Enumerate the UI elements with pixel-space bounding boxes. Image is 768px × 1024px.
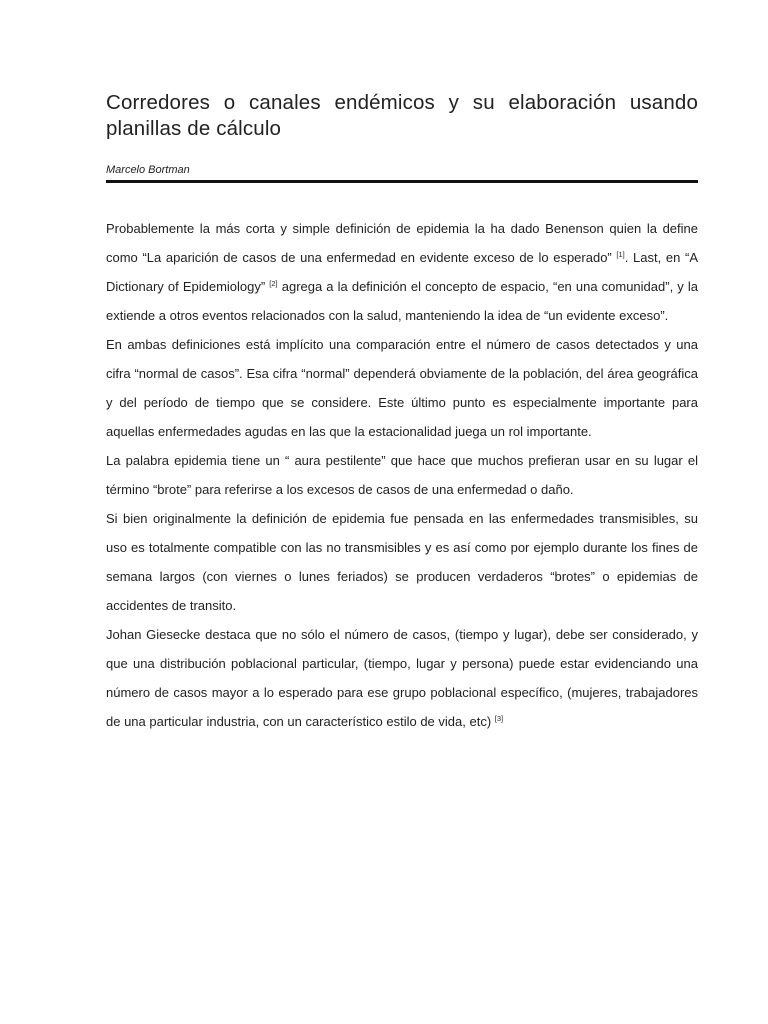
paragraph-5-text: Johan Giesecke destaca que no sólo el número de casos, (tiempo y lugar), debe ser considerado, y que una distribución poblacional particular, (tiempo, lugar y persona) puede estar evidenciando una número de casos mayor a lo esperado para ese grupo poblacional específico, (mujeres, trabajadores de una particular industria, con un característico estilo de vida, etc): [106, 627, 698, 729]
reference-2: [2]: [269, 279, 278, 288]
reference-3: [3]: [494, 714, 504, 723]
reference-1: [1]: [616, 250, 625, 259]
document-title: Corredores o canales endémicos y su elaboración usando planillas de cálculo: [106, 91, 698, 140]
title-divider: [106, 180, 698, 183]
document-page: [106, 0, 698, 1024]
paragraph-2: En ambas definiciones está implícito una comparación entre el número de casos detectados y una cifra “normal de casos”. Esa cifra “normal” dependerá obviamente de la población, del área geográfica y del período de tiempo que se considere. Este último punto es especialmente importante para aquellas enfermedades agudas en las que la estacionalidad juega un rol importante.: [106, 337, 698, 439]
paragraph-4: Si bien originalmente la definición de epidemia fue pensada en las enfermedades transmisibles, su uso es totalmente compatible con las no transmisibles y es así como por ejemplo durante los fines de semana largos (con viernes o lunes feriados) se producen verdaderos “brotes” o epidemias de accidentes de transito.: [106, 511, 698, 613]
paragraph-1-text-a: Probablemente la más corta y simple definición de epidemia la ha dado Benenson quien la define como “La aparición de casos de una enfermedad en evidente exceso de lo esperado”: [106, 221, 698, 265]
paragraph-1-text-b: . Last, en “A Dictionary of Epidemiology”: [106, 250, 698, 294]
paragraph-3: La palabra epidemia tiene un “ aura pestilente” que hace que muchos prefieran usar en su lugar el término “brote” para referirse a los excesos de casos de una enfermedad o daño.: [106, 453, 698, 497]
document-body: [106, 214, 698, 736]
paragraph-1-text-c: agrega a la definición el concepto de espacio, “en una comunidad”, y la extiende a otros eventos relacionados con la salud, manteniendo la idea de “un evidente exceso”.: [106, 279, 698, 323]
paragraph-5: [106, 620, 698, 736]
paragraph-1: [106, 214, 698, 330]
author-name: Marcelo Bortman: [106, 164, 190, 176]
